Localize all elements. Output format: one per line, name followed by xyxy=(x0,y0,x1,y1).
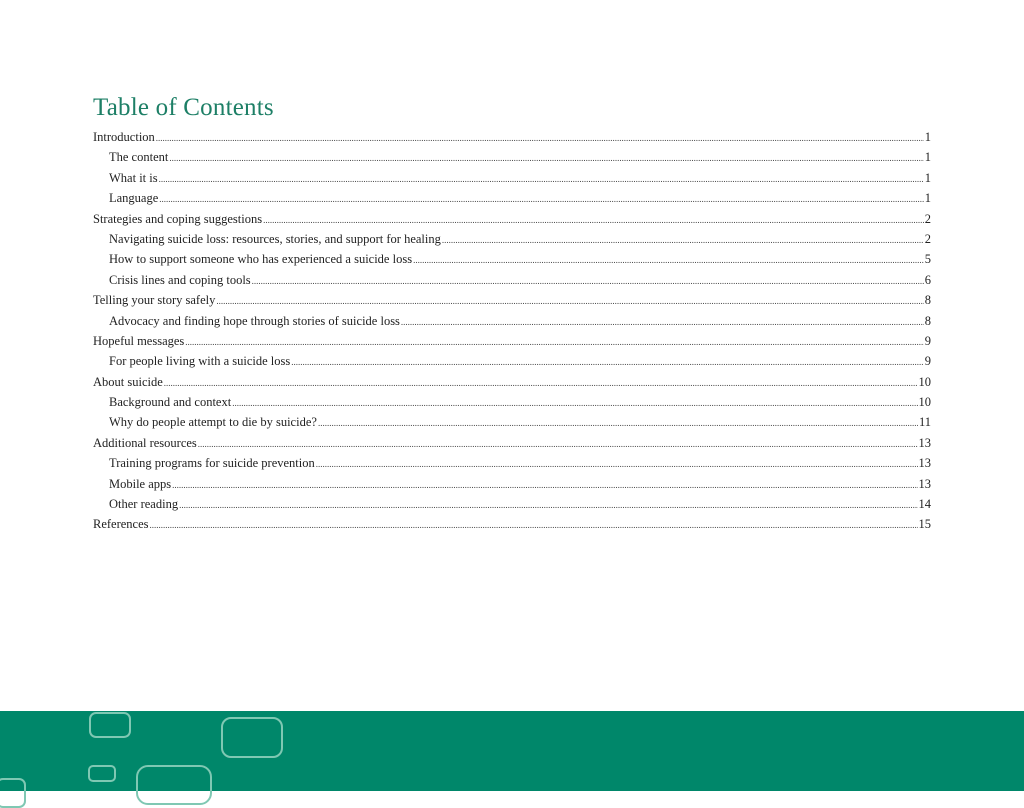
toc-entry[interactable] xyxy=(93,497,931,517)
toc-entry-page: 6 xyxy=(924,272,931,287)
toc-entry-label: Additional resources xyxy=(93,435,197,450)
toc-entry-label: About suicide xyxy=(93,374,163,389)
toc-entry-page: 2 xyxy=(924,231,931,246)
toc-entry-label: Strategies and coping suggestions xyxy=(93,211,263,226)
toc-entry-page: 5 xyxy=(924,252,931,267)
toc-entry[interactable] xyxy=(93,477,931,497)
dot-leader xyxy=(413,255,924,265)
page-title: Table of Contents xyxy=(93,94,274,121)
toc-entry[interactable] xyxy=(93,212,931,232)
toc-entry-page: 8 xyxy=(924,293,931,308)
dot-leader xyxy=(150,520,918,530)
toc-entry-label: Navigating suicide loss: resources, stories, and support for healing xyxy=(109,231,441,246)
toc-entry-page: 13 xyxy=(918,435,931,450)
dot-leader xyxy=(159,174,924,184)
toc-entry-label: References xyxy=(93,517,149,532)
dot-leader xyxy=(316,459,918,469)
toc-entry-label: Other reading xyxy=(109,497,179,512)
toc-entry-page: 1 xyxy=(924,170,931,185)
toc-entry-page: 10 xyxy=(918,395,931,410)
toc-entry-label: Advocacy and finding hope through stories of suicide loss xyxy=(109,313,400,328)
footer-band xyxy=(0,711,1024,791)
decorative-rounded-square xyxy=(0,778,26,808)
toc-entry-label: Why do people attempt to die by suicide? xyxy=(109,415,317,430)
toc-entry-label: Telling your story safely xyxy=(93,293,216,308)
dot-leader xyxy=(401,317,924,327)
toc-entry[interactable] xyxy=(93,436,931,456)
dot-leader xyxy=(318,418,918,428)
dot-leader xyxy=(169,153,923,163)
dot-leader xyxy=(291,357,924,367)
toc-entry-page: 15 xyxy=(918,517,931,532)
decorative-rounded-square xyxy=(221,717,283,758)
toc-entry[interactable] xyxy=(93,293,931,313)
toc-entry-page: 1 xyxy=(924,191,931,206)
dot-leader xyxy=(179,500,917,510)
dot-leader xyxy=(232,398,917,408)
toc-entry-page: 14 xyxy=(918,497,931,512)
toc-entry-label: Hopeful messages xyxy=(93,333,185,348)
dot-leader xyxy=(185,337,923,347)
toc-entry-label: What it is xyxy=(109,170,158,185)
toc-entry-page: 9 xyxy=(924,354,931,369)
toc-entry-page: 2 xyxy=(924,211,931,226)
toc-entry[interactable] xyxy=(93,456,931,476)
decorative-rounded-square xyxy=(136,765,212,805)
dot-leader xyxy=(263,215,924,225)
toc-entry-page: 11 xyxy=(918,415,931,430)
toc-entry[interactable] xyxy=(93,171,931,191)
toc-entry-label: Introduction xyxy=(93,130,155,144)
toc-entry[interactable] xyxy=(93,273,931,293)
toc-entry[interactable] xyxy=(93,191,931,211)
dot-leader xyxy=(198,439,918,449)
toc-entry-label: Background and context xyxy=(109,395,232,410)
decorative-rounded-square xyxy=(88,765,116,782)
toc-entry-page: 13 xyxy=(918,456,931,471)
toc-entry[interactable] xyxy=(93,130,931,150)
toc-entry-page: 1 xyxy=(924,130,931,144)
dot-leader xyxy=(164,378,918,388)
toc-entry[interactable] xyxy=(93,375,931,395)
toc-entry[interactable] xyxy=(93,232,931,252)
toc-entry-label: Crisis lines and coping tools xyxy=(109,272,251,287)
dot-leader xyxy=(172,480,917,490)
toc-entry[interactable] xyxy=(93,395,931,415)
dot-leader xyxy=(156,133,924,143)
toc-entry[interactable] xyxy=(93,252,931,272)
dot-leader xyxy=(442,235,924,245)
toc-entry-page: 13 xyxy=(918,476,931,491)
toc-entry[interactable] xyxy=(93,415,931,435)
table-of-contents xyxy=(93,130,931,538)
toc-entry-label: Training programs for suicide prevention xyxy=(109,456,315,471)
dot-leader xyxy=(159,194,923,204)
toc-entry-page: 8 xyxy=(924,313,931,328)
dot-leader xyxy=(216,296,923,306)
decorative-rounded-square xyxy=(89,712,131,738)
toc-entry[interactable] xyxy=(93,334,931,354)
toc-entry-label: How to support someone who has experienced a suicide loss xyxy=(109,252,413,267)
toc-entry[interactable] xyxy=(93,354,931,374)
toc-entry-page: 10 xyxy=(918,374,931,389)
toc-entry[interactable] xyxy=(93,517,931,537)
toc-entry-page: 9 xyxy=(924,333,931,348)
dot-leader xyxy=(252,276,924,286)
toc-entry-label: The content xyxy=(109,150,169,165)
toc-entry-page: 1 xyxy=(924,150,931,165)
toc-entry-label: For people living with a suicide loss xyxy=(109,354,291,369)
toc-entry-label: Mobile apps xyxy=(109,476,172,491)
toc-entry[interactable] xyxy=(93,314,931,334)
toc-entry-label: Language xyxy=(109,191,159,206)
toc-entry[interactable] xyxy=(93,150,931,170)
